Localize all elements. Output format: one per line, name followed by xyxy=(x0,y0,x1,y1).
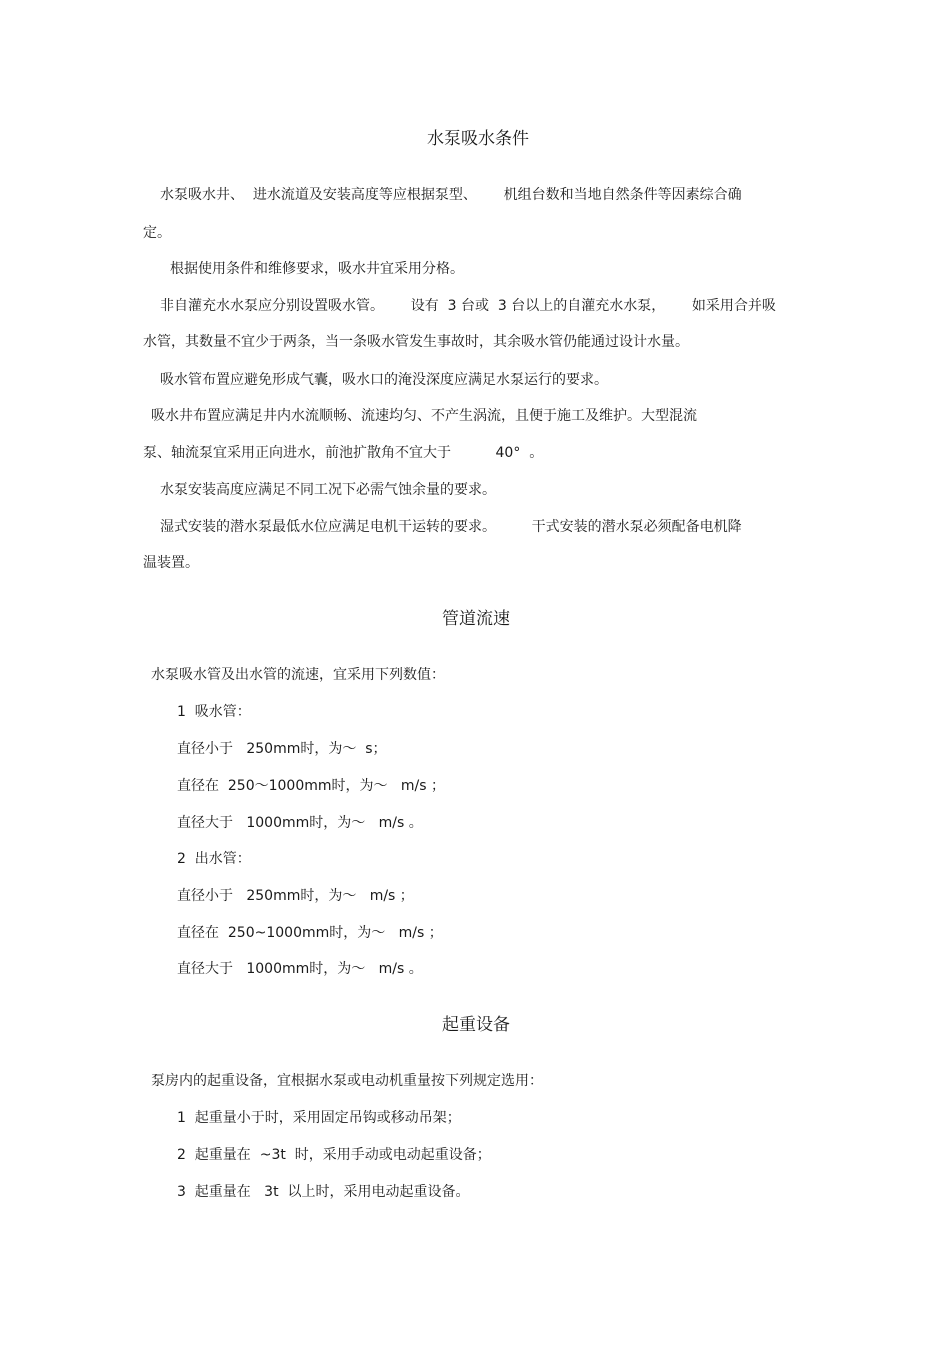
section-title-pipe-velocity: 管道流速 xyxy=(442,609,510,629)
paragraph-line: 水泵吸水管及出水管的流速，宜采用下列数值： xyxy=(151,667,445,683)
list-item: 2 起重量在 ~3t 时，采用手动或电动起重设备； xyxy=(177,1147,491,1163)
paragraph-line: 根据使用条件和维修要求，吸水井宜采用分格。 xyxy=(170,261,464,277)
list-item: 3 起重量在 3t 以上时，采用电动起重设备。 xyxy=(177,1184,470,1200)
paragraph-line: 泵房内的起重设备，宜根据水泵或电动机重量按下列规定选用： xyxy=(151,1073,543,1089)
section-title-suction: 水泵吸水条件 xyxy=(427,129,529,149)
paragraph-line: 非自灌充水水泵应分别设置吸水管。 设有 3 台或 3 台以上的自灌充水水泵， 如采用合并吸 xyxy=(160,298,776,314)
paragraph-line: 湿式安装的潜水泵最低水位应满足电机干运转的要求。 干式安装的潜水泵必须配备电机降 xyxy=(160,519,742,535)
paragraph-line: 定。 xyxy=(143,225,171,241)
list-item: 直径小于 250mm时，为～ m/s ； xyxy=(177,888,414,904)
section-title-lifting-equipment: 起重设备 xyxy=(442,1015,510,1035)
paragraph-line: 吸水井布置应满足井内水流顺畅、流速均匀、不产生涡流，且便于施工及维护。大型混流 xyxy=(151,408,697,424)
list-item: 直径在 250~1000mm时，为～ m/s ； xyxy=(177,925,443,941)
list-item: 1 吸水管： xyxy=(177,704,251,720)
paragraph-line: 水管，其数量不宜少于两条，当一条吸水管发生事故时，其余吸水管仍能通过设计水量。 xyxy=(143,334,689,350)
list-item: 直径大于 1000mm时，为～ m/s 。 xyxy=(177,815,423,831)
paragraph-line: 水泵吸水井、 进水流道及安装高度等应根据泵型、 机组台数和当地自然条件等因素综合确 xyxy=(160,187,742,203)
paragraph-line: 泵、轴流泵宜采用正向进水，前池扩散角不宜大于 40° 。 xyxy=(143,445,544,461)
paragraph-line: 温装置。 xyxy=(143,555,199,571)
list-item: 直径大于 1000mm时，为～ m/s 。 xyxy=(177,961,423,977)
list-item: 直径小于 250mm时，为～ s； xyxy=(177,741,387,757)
paragraph-line: 吸水管布置应避免形成气囊，吸水口的淹没深度应满足水泵运行的要求。 xyxy=(160,372,608,388)
list-item: 1 起重量小于时，采用固定吊钩或移动吊架； xyxy=(177,1110,461,1126)
list-item: 直径在 250～1000mm时，为～ m/s ； xyxy=(177,778,445,794)
list-item: 2 出水管： xyxy=(177,851,251,867)
paragraph-line: 水泵安装高度应满足不同工况下必需气蚀余量的要求。 xyxy=(160,482,496,498)
